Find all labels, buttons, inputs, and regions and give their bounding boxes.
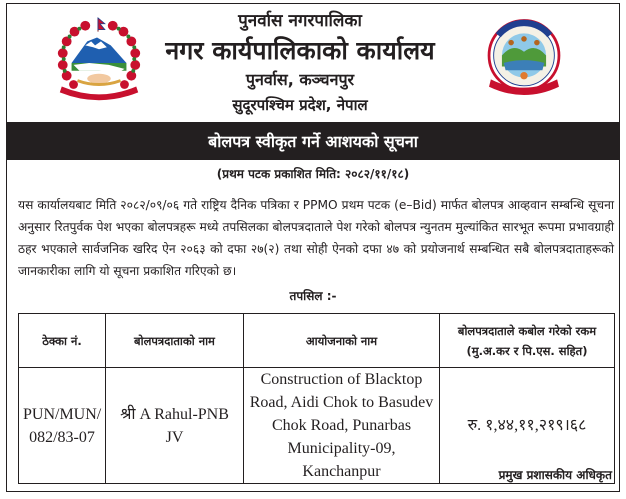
header-project-name: आयोजनाको नाम	[244, 314, 440, 368]
cell-bidder-name: श्री A Rahul-PNB JV	[106, 368, 244, 484]
project-line2: Road, Aidi Chok to Basudev	[249, 394, 434, 411]
municipality-name: पुनर्वास नगरपालिका	[238, 11, 362, 31]
schedule-label: तपसिल :-	[289, 289, 337, 303]
contract-no-line2: 082/83-07	[29, 428, 95, 446]
office-name: नगर कार्यपालिकाको कार्यालय	[165, 36, 435, 65]
header-amount	[440, 314, 615, 368]
signatory-title: प्रमुख प्रशासकीय अधिकृत	[498, 468, 612, 482]
municipality-seal-logo	[478, 12, 570, 110]
notice-title-banner	[7, 122, 619, 160]
province-country: सुदूरपश्चिम प्रदेश, नेपाल	[232, 96, 368, 114]
cell-contract-no	[19, 368, 106, 484]
project-line1: Construction of Blacktop	[260, 371, 423, 388]
project-line3: Chok Road, Punarbas	[271, 417, 412, 434]
notice-title: बोलपत्र स्वीकृत गर्ने आशयको सूचना	[208, 132, 418, 151]
bid-table	[18, 313, 615, 484]
table-header-row	[19, 314, 615, 368]
cell-amount: रु. १,४४,११,२१९।६८	[440, 368, 615, 484]
cell-project-name	[244, 368, 440, 484]
header-amount-line1: बोलपत्रदाताले कबोल गरेको रकम	[457, 323, 597, 338]
publication-date: (प्रथम पटक प्रकाशित मिति: २०८२/११/१८)	[216, 167, 410, 181]
contract-no-line1: PUN/MUN/	[23, 405, 102, 423]
header-bidder-name: बोलपत्रदाताको नाम	[106, 314, 244, 368]
office-location: पुनर्वास, कञ्चनपुर	[245, 70, 355, 89]
header-contract-no: ठेक्का नं.	[19, 314, 106, 368]
project-line4: Municipality-09, Kanchanpur	[287, 440, 396, 480]
notice-body: यस कार्यालयबाट मिति २०८२/०९/०६ गते राष्ट्रिय दैनिक पत्रिका र PPMO प्रथम पटक (e–Bid) मार्फत बोलपत्र आव्हवान सम्बन्धि सूचना अनुसार रितपुर्वक पेश भएका बोलपत्रहरू मध्ये तपसिलका बोलपत्रदाताले पेश गरेको बोलपत्र न्युनतम मुल्यांकित सारभूत रूपमा प्रभावग्राही ठहर भएकाले सार्वजनिक खरिद ऐन २०६३ को दफा २७(२) तथा सोही ऐनको दफा ४७ को प्रयोजनार्थ सम्बन्धित सबै बोलपत्रदाताहरूको जानकारीका लागि यो सूचना प्रकाशित गरिएको छ।	[18, 198, 614, 278]
header-amount-line2: (मु.अ.कर र पि.एस. सहित)	[466, 343, 588, 358]
